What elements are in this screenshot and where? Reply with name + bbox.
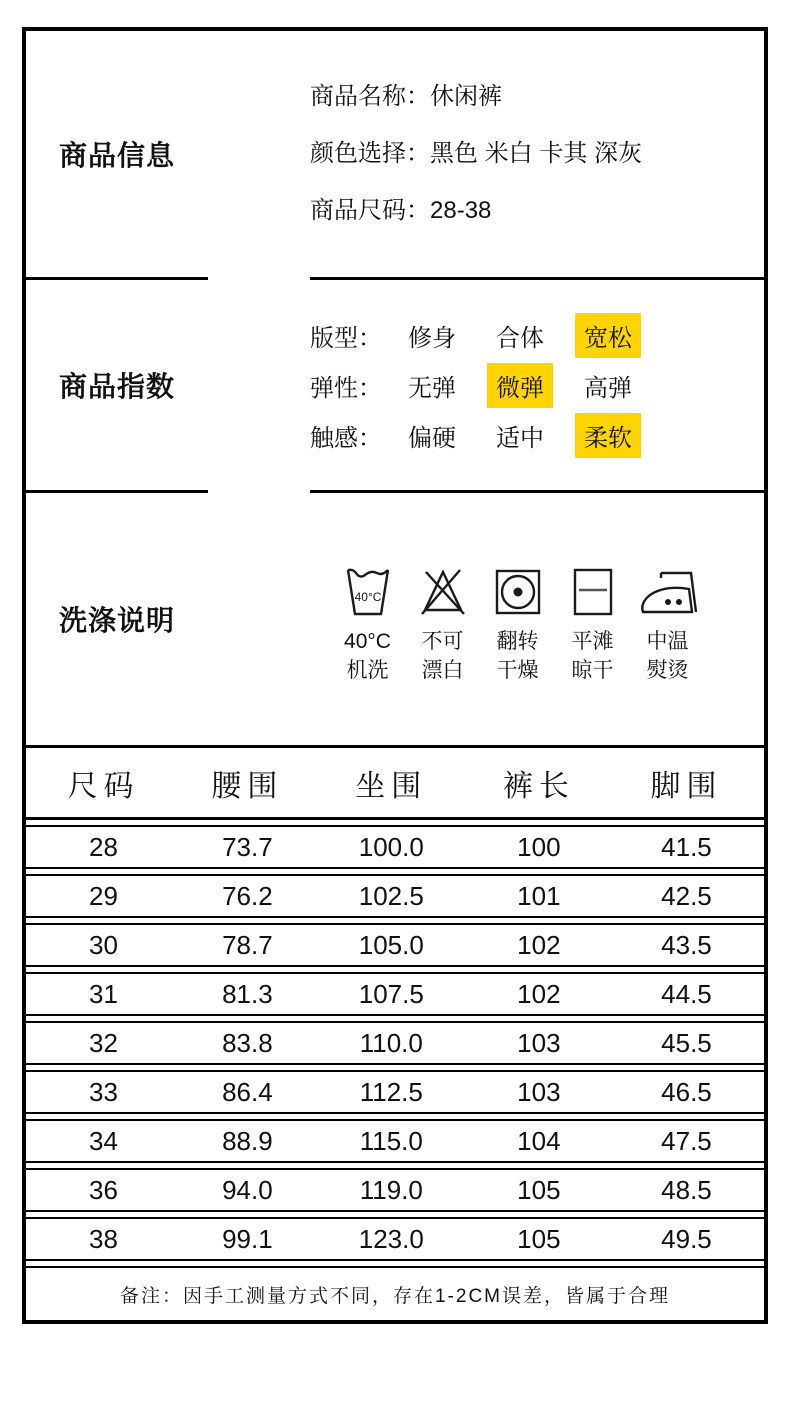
table-row	[26, 1070, 764, 1114]
product-index-body	[310, 280, 764, 490]
no-bleach-icon	[418, 554, 468, 618]
washing-caption: 翻转 干燥	[496, 629, 539, 682]
table-row	[26, 1119, 764, 1163]
table-cell: 123.0	[358, 1223, 424, 1254]
iron-medium-icon	[638, 554, 698, 618]
header-cell-waist: 腰围	[211, 769, 284, 803]
info-label: 商品尺码：	[310, 197, 430, 224]
table-cell: 43.5	[661, 929, 712, 960]
table-cell: 28	[89, 831, 118, 862]
table-row	[26, 1168, 764, 1212]
table-cell: 102	[517, 978, 561, 1009]
table-cell: 34	[89, 1125, 118, 1156]
header-cell-size: 尺码	[67, 769, 140, 803]
info-row-size	[310, 198, 764, 224]
index-option-selected: 宽松	[584, 313, 672, 358]
table-cell: 107.5	[358, 978, 424, 1009]
table-cell: 100	[517, 831, 561, 862]
table-cell: 76.2	[222, 880, 273, 911]
washing-caption: 平滩 晾干	[571, 629, 614, 682]
table-cell: 105.0	[358, 929, 424, 960]
dry-flat-icon	[571, 554, 615, 618]
table-cell: 104	[517, 1125, 561, 1156]
washing-caption: 40°C 机洗	[344, 629, 391, 682]
table-cell: 110.0	[359, 1027, 423, 1058]
table-cell: 42.5	[661, 880, 712, 911]
header-cell-length: 裤长	[502, 769, 575, 803]
index-option: 高弹	[584, 374, 632, 402]
table-cell: 78.7	[222, 929, 273, 960]
index-option-selected: 柔软	[584, 413, 672, 458]
product-index-title: 商品指数	[58, 371, 175, 402]
table-cell: 46.5	[661, 1076, 712, 1107]
index-row-touch	[310, 410, 764, 460]
table-cell: 105	[517, 1223, 561, 1254]
table-cell: 48.5	[661, 1174, 712, 1205]
tumble-dry-icon	[494, 554, 542, 618]
table-cell: 112.5	[359, 1076, 423, 1107]
product-info-section	[26, 31, 764, 277]
index-option: 偏硬	[408, 424, 456, 452]
index-row-fit	[310, 310, 764, 360]
table-cell: 94.0	[222, 1174, 273, 1205]
remark-row	[26, 1266, 764, 1320]
table-cell: 101	[517, 880, 561, 911]
svg-text:40°C: 40°C	[354, 589, 381, 604]
product-index-section	[26, 280, 764, 490]
washing-body	[330, 493, 764, 745]
table-row	[26, 825, 764, 869]
table-cell: 45.5	[661, 1027, 712, 1058]
table-cell: 119.0	[359, 1174, 423, 1205]
table-cell: 33	[89, 1076, 118, 1107]
table-cell: 86.4	[222, 1076, 273, 1107]
table-cell: 100.0	[358, 831, 424, 862]
index-option: 无弹	[408, 374, 456, 402]
index-label: 版型：	[310, 324, 382, 352]
product-spec-card	[22, 27, 768, 1324]
table-row	[26, 972, 764, 1016]
size-table	[26, 745, 764, 1320]
info-row-name	[310, 84, 764, 110]
info-value: 休闲裤	[430, 83, 502, 110]
table-cell: 32	[89, 1027, 118, 1058]
table-cell: 49.5	[661, 1223, 712, 1254]
table-cell: 105	[517, 1174, 561, 1205]
table-cell: 88.9	[222, 1125, 273, 1156]
washing-title: 洗涤说明	[58, 605, 175, 636]
remark-text: 备注：因手工测量方式不同，存在1-2CM误差，皆属于合理	[119, 1285, 670, 1307]
index-label: 弹性：	[310, 374, 382, 402]
table-cell: 44.5	[661, 978, 712, 1009]
washing-item-machine-wash	[330, 554, 405, 685]
info-value: 28-38	[430, 197, 492, 224]
wash-40c-icon	[343, 554, 393, 618]
washing-item-dry-flat	[555, 554, 630, 685]
product-info-body	[310, 31, 764, 277]
table-cell: 31	[89, 978, 118, 1009]
table-cell: 115.0	[359, 1125, 423, 1156]
table-cell: 102.5	[358, 880, 424, 911]
index-option: 合体	[496, 324, 544, 352]
index-row-elasticity	[310, 360, 764, 410]
table-cell: 102	[517, 929, 561, 960]
table-cell: 103	[517, 1076, 561, 1107]
table-row	[26, 1021, 764, 1065]
washing-item-iron-medium	[630, 554, 705, 685]
index-option-selected: 微弹	[496, 363, 584, 408]
product-info-title: 商品信息	[58, 140, 175, 171]
table-cell: 83.8	[222, 1027, 273, 1058]
washing-item-no-bleach	[405, 554, 480, 685]
table-cell: 103	[517, 1027, 561, 1058]
table-cell: 73.7	[222, 831, 273, 862]
info-label: 商品名称：	[310, 83, 430, 110]
table-cell: 29	[89, 880, 118, 911]
table-row	[26, 874, 764, 918]
index-option: 修身	[408, 324, 456, 352]
info-label: 颜色选择：	[310, 140, 430, 167]
table-row	[26, 923, 764, 967]
header-cell-hip: 坐围	[355, 769, 428, 803]
index-option: 适中	[496, 424, 544, 452]
table-cell: 38	[89, 1223, 118, 1254]
header-cell-hem: 脚围	[650, 769, 723, 803]
table-cell: 99.1	[222, 1223, 273, 1254]
table-cell: 30	[89, 929, 118, 960]
table-cell: 41.5	[661, 831, 712, 862]
size-table-header	[26, 748, 764, 820]
info-value: 黑色 米白 卡其 深灰	[430, 140, 643, 167]
washing-caption: 中温 熨烫	[646, 629, 689, 682]
info-row-color	[310, 141, 764, 167]
index-label: 触感：	[310, 424, 382, 452]
table-cell: 36	[89, 1174, 118, 1205]
washing-caption: 不可 漂白	[421, 629, 464, 682]
washing-section	[26, 493, 764, 745]
table-row	[26, 1217, 764, 1261]
table-cell: 47.5	[661, 1125, 712, 1156]
table-cell: 81.3	[222, 978, 273, 1009]
washing-item-tumble-dry	[480, 554, 555, 685]
